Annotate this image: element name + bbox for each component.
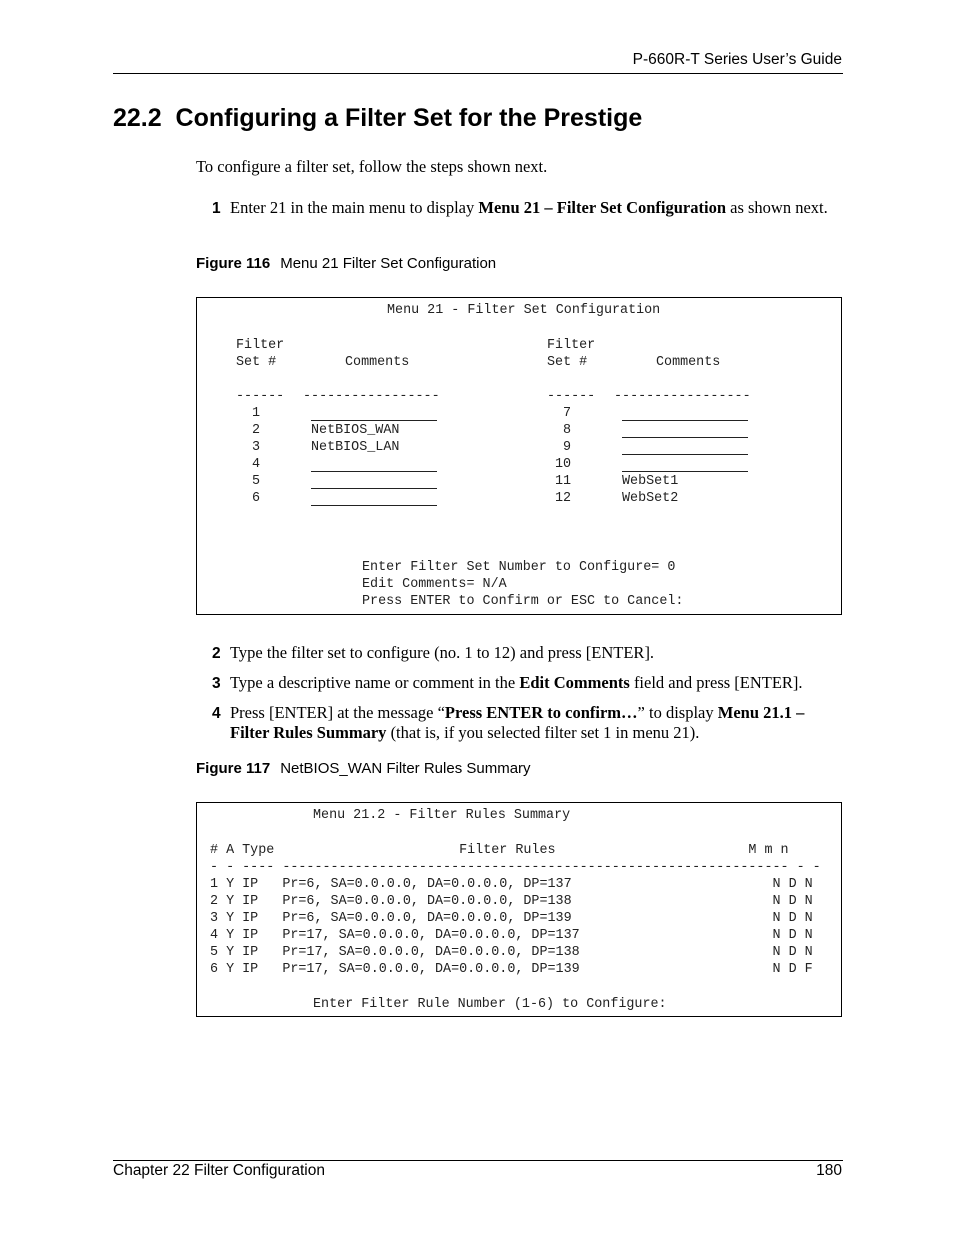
filter-set-number[interactable]: 8	[563, 423, 572, 438]
filter-set-number[interactable]: 10	[555, 457, 572, 472]
empty-comment-field[interactable]	[622, 444, 748, 455]
section-title: 22.2 Configuring a Filter Set for the Prestige	[113, 104, 643, 132]
empty-comment-field[interactable]	[311, 478, 437, 489]
dash-separator: -----------------	[614, 389, 751, 404]
col-head-filter: Filter	[236, 338, 285, 353]
step-bold-text: Menu 21.1 – Filter Rules Summary	[230, 703, 805, 742]
empty-comment-field[interactable]	[622, 461, 748, 472]
col-head-set: Set #	[547, 355, 588, 370]
step-text: (that is, if you selected filter set 1 in menu 21).	[386, 723, 700, 742]
filter-set-number[interactable]: 9	[563, 440, 572, 455]
step-text: as shown next.	[726, 198, 828, 217]
figure-label: Figure 117	[196, 760, 271, 777]
figure-caption: Menu 21 Filter Set Configuration	[280, 255, 497, 272]
empty-comment-field[interactable]	[311, 461, 437, 472]
step-text: field and press [ENTER].	[629, 673, 803, 692]
step-bold-text: Edit Comments	[519, 673, 630, 692]
filter-set-number[interactable]: 4	[252, 457, 261, 472]
rule-number-prompt[interactable]: Enter Filter Rule Number (1-6) to Configure:	[313, 997, 667, 1012]
figure-label: Figure 116	[196, 255, 271, 272]
filter-set-number[interactable]: 3	[252, 440, 261, 455]
step-text: Type a descriptive name or comment in the	[230, 673, 520, 692]
empty-comment-field[interactable]	[622, 410, 748, 421]
set-number-prompt[interactable]: Enter Filter Set Number to Configure= 0	[362, 560, 676, 575]
filter-set-number[interactable]: 5	[252, 474, 261, 489]
filter-set-number[interactable]: 11	[555, 474, 572, 489]
figure-116-caption	[196, 255, 496, 272]
step-4	[212, 703, 832, 743]
filter-set-comment[interactable]: NetBIOS_LAN	[311, 440, 400, 455]
filter-set-number[interactable]: 7	[563, 406, 572, 421]
page-number: 180	[816, 1162, 842, 1179]
rules-header: # A Type Filter Rules M m n	[210, 843, 789, 858]
figure-117-caption	[196, 760, 531, 777]
step-2	[212, 643, 832, 663]
footer-chapter: Chapter 22 Filter Configuration	[113, 1162, 325, 1179]
empty-comment-field[interactable]	[622, 427, 748, 438]
step-3	[212, 673, 832, 693]
step-text: Press [ENTER] at the message “	[230, 703, 445, 722]
edit-comments-prompt[interactable]: Edit Comments= N/A	[362, 577, 507, 592]
step-text: Type the filter set to configure (no. 1 to 12) and press [ENTER].	[230, 643, 655, 662]
filter-set-number[interactable]: 2	[252, 423, 261, 438]
step-text: ” to display	[637, 703, 718, 722]
rule-row[interactable]: 1 Y IP Pr=6, SA=0.0.0.0, DA=0.0.0.0, DP=137 N D N	[210, 877, 813, 892]
step-text: Enter 21 in the main menu to display	[230, 198, 479, 217]
rule-row[interactable]: 5 Y IP Pr=17, SA=0.0.0.0, DA=0.0.0.0, DP=138 N D N	[210, 945, 813, 960]
filter-set-number[interactable]: 1	[252, 406, 261, 421]
confirm-prompt: Press ENTER to Confirm or ESC to Cancel:	[362, 594, 684, 609]
rule-row[interactable]: 2 Y IP Pr=6, SA=0.0.0.0, DA=0.0.0.0, DP=138 N D N	[210, 894, 813, 909]
filter-set-number[interactable]: 12	[555, 491, 572, 506]
step-bold-text: Menu 21 – Filter Set Configuration	[478, 198, 727, 217]
col-head-set: Set #	[236, 355, 277, 370]
filter-set-comment[interactable]: WebSet1	[622, 474, 679, 489]
footer-rule	[113, 1160, 843, 1161]
menu-21-2-screen	[196, 802, 842, 1017]
guide-title: P-660R-T Series User’s Guide	[632, 51, 842, 68]
step-number: 2	[212, 645, 221, 662]
step-bold-text: Press ENTER to confirm…	[444, 703, 638, 722]
empty-comment-field[interactable]	[311, 410, 437, 421]
col-head-filter: Filter	[547, 338, 596, 353]
dash-separator: ------	[547, 389, 596, 404]
rule-row[interactable]: 4 Y IP Pr=17, SA=0.0.0.0, DA=0.0.0.0, DP=137 N D N	[210, 928, 813, 943]
rule-row[interactable]: 6 Y IP Pr=17, SA=0.0.0.0, DA=0.0.0.0, DP=139 N D F	[210, 962, 813, 977]
header-rule	[113, 73, 843, 74]
menu-title: Menu 21 - Filter Set Configuration	[387, 303, 661, 318]
step-number: 3	[212, 675, 221, 692]
step-1	[212, 198, 832, 218]
rules-separator: - - ---- --------------------------------------------------------------- - -	[210, 860, 821, 875]
rule-row[interactable]: 3 Y IP Pr=6, SA=0.0.0.0, DA=0.0.0.0, DP=139 N D N	[210, 911, 813, 926]
filter-set-number[interactable]: 6	[252, 491, 261, 506]
intro-paragraph: To configure a filter set, follow the steps shown next.	[196, 157, 548, 176]
col-head-comments: Comments	[345, 355, 410, 370]
col-head-comments: Comments	[656, 355, 721, 370]
menu-21-screen	[196, 297, 842, 615]
filter-set-comment[interactable]: WebSet2	[622, 491, 679, 506]
empty-comment-field[interactable]	[311, 495, 437, 506]
figure-caption: NetBIOS_WAN Filter Rules Summary	[280, 760, 531, 777]
menu-title: Menu 21.2 - Filter Rules Summary	[313, 808, 571, 823]
step-number: 4	[212, 705, 221, 722]
dash-separator: ------	[236, 389, 285, 404]
filter-set-comment[interactable]: NetBIOS_WAN	[311, 423, 400, 438]
dash-separator: -----------------	[303, 389, 440, 404]
step-number: 1	[212, 200, 221, 217]
